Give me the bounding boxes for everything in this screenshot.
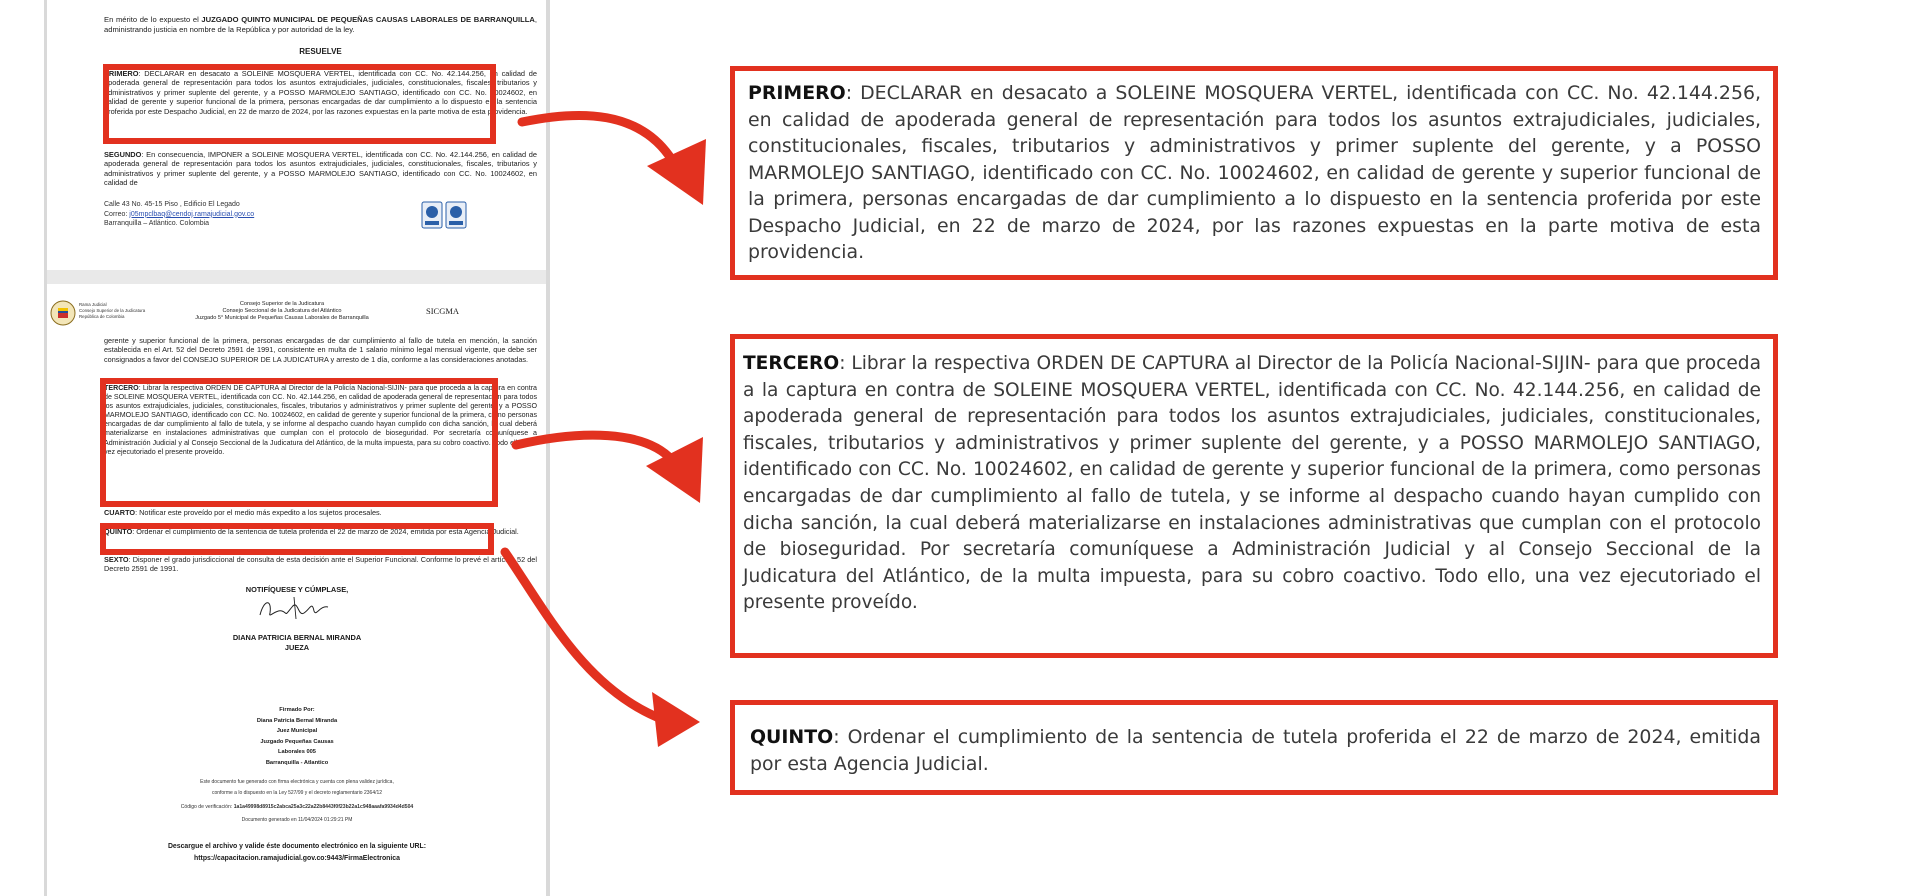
quinto-paragraph: QUINTO: Ordenar el cumplimiento de la sentencia de tutela proferida el 22 de marzo de 2024, emitida por esta Agencia Judicial. [104, 527, 519, 536]
quinto-highlight-box [100, 523, 494, 555]
resuelve-heading: RESUELVE [299, 47, 342, 56]
document-page-2 [47, 284, 546, 896]
verification-code: 1a1a49998d8915c2abca25a3c22a22b8443f0f23b22a1c948aaafa9934d4d504 [233, 804, 414, 810]
generated-date: Documento generado en 11/04/2024 01:29:21 PM [241, 817, 353, 823]
right-margin-bar [546, 0, 550, 896]
page-separator [47, 270, 546, 284]
sicgma-label: SICGMA [426, 306, 460, 316]
page1-footer [104, 200, 404, 229]
notifiquese-heading: NOTIFÍQUESE Y CÚMPLASE, [245, 585, 349, 594]
sexto-paragraph: SEXTO: Disponer el grado jurisdiccional de consulta de esta decisión ante el Superior Funcional. Conforme lo prevé el artículo 52 del Decreto 2591 de 1991. [104, 555, 537, 574]
tercero-paragraph: TERCERO: Librar la respectiva ORDEN DE CAPTURA al Director de la Policía Nacional-SIJIN- para que proceda a la captura en contra de SOLEINE MOSQUERA VERTEL, identificada con CC. No. 42.144.256, en calidad de apoderada general de representación para todos los asuntos extrajudiciales, judiciales, constitucionales, fiscales, tributarios y administrativos y primer suplente del gerente, y a POSSO MARMOLEJO SANTIAGO, identificado con CC. No. 10024602, en calidad de gerente y superior funcional de la primera, como personas encargadas de dar cumplimiento al fallo de tutela, y se informe al despacho cuando hayan cumplido con dicha sanción, la cual deberá materializarse en instalaciones administrativas que cumplan con el protocolo de bioseguridad. Por secretaría comuníquese a Administración Judicial y al Consejo Seccional de la Judicatura del Atlántico, de la multa impuesta, para su cobro coactivo. Todo ello, una vez ejecutoriado el presente proveído. [104, 384, 537, 456]
sanction-paragraph: gerente y superior funcional de la primera, personas encargadas de dar cumplimiento al fallo de tutela en mención, la sanción establecida en el Art. 52 del Decreto 2591 de 1991, consistente en multa de 1 salario mínimo legal mensual vigente, que debe ser consignados a favor del CONSEJO SUPERIOR DE LA JUDICATURA y arresto de 1 día, conforme a las consideraciones anotadas. [104, 336, 537, 364]
court-name: JUZGADO QUINTO MUNICIPAL DE PEQUEÑAS CAUSAS LABORALES DE BARRANQUILLA [201, 15, 535, 24]
primero-paragraph: PRIMERO: DECLARAR en desacato a SOLEINE MOSQUERA VERTEL, identificada con CC. No. 42.144.256, en calidad de apoderada general de representación para todos los asuntos extrajudiciales, judiciales, constitucionales, fiscales, tributarios y administrativos y primer suplente del gerente, y a POSSO MARMOLEJO SANTIAGO, identificado con CC. No. 10024602, en calidad de gerente y superior funcional de la primera, personas encargadas de dar cumplimiento a lo dispuesto en la sentencia proferida por este Despacho Judicial, en 22 de marzo de 2024, por las razones expuestas en la parte motiva de esta providencia. [104, 69, 537, 116]
page2-header-center: Consejo Superior de la Judicatura Consejo Seccional de la Judicatura del Atlántico Juzgado 5° Municipal de Pequeñas Causas Laborales de Barranquilla [195, 301, 369, 322]
cuarto-paragraph: CUARTO: Notificar este proveído por el medio más expedito a los sujetos procesales. [104, 508, 382, 517]
download-instruction: Descargue el archivo y valide éste documento electrónico en la siguiente URL: [167, 843, 427, 850]
certification-logos [421, 200, 469, 230]
logo-caption: Rama Judicial Consejo Superior de la Judicatura República de Colombia [79, 302, 146, 319]
download-url[interactable]: https://capacitacion.ramajudicial.gov.co:9443/FirmaElectronica [194, 855, 400, 862]
judicial-logo [50, 300, 76, 326]
footer-city: Barranquilla – Atlántico. Colombia [104, 220, 210, 227]
judge-name: DIANA PATRICIA BERNAL MIRANDA [232, 633, 362, 642]
intro-paragraph: En mérito de lo expuesto el JUZGADO QUINTO MUNICIPAL DE PEQUEÑAS CAUSAS LABORALES DE BARRANQUILLA, administrando justicia en nombre de la República y por autoridad de la ley. [104, 15, 537, 34]
verification-code-line: Código de verificación: 1a1a49998d8915c2abca25a3c22a22b8443f0f23b22a1c948aaafa9934d4d504 [180, 804, 414, 810]
segundo-paragraph: SEGUNDO: En consecuencia, IMPONER a SOLEINE MOSQUERA VERTEL, identificada con CC. No. 42.144.256, en calidad de apoderada general de representación para todos los asuntos extrajudiciales, judiciales, constitucionales, fiscales, tributarios y administrativos y primer suplente del gerente, y a POSSO MARMOLEJO SANTIAGO, identificado con CC. No. 10024602, en calidad de [104, 150, 537, 188]
zoom-tercero: TERCERO: Librar la respectiva ORDEN DE CAPTURA al Director de la Policía Nacional-SIJIN- para que proceda a la captura en contra de SOLEINE MOSQUERA VERTEL, identificada con CC. No. 42.144.256, en calidad de apoderada general de representación para todos los asuntos extrajudiciales, judiciales, constitucionales, fiscales, tributarios y administrativos y primer suplente del gerente, y a POSSO MARMOLEJO SANTIAGO, identificado con CC. No. 10024602, en calidad de gerente y superior funcional de la primera, como personas encargadas de dar cumplimiento al fallo de tutela, y se informe al despacho cuando hayan cumplido con dicha sanción, la cual deberá materializarse en instalaciones administrativas que cumplan con el protocolo de bioseguridad. Por secretaría comuníquese a Administración Judicial y al Consejo Seccional de la Judicatura del Atlántico, de la multa impuesta, para su cobro coactivo. Todo ello, una vez ejecutoriado el presente proveído. [730, 334, 1778, 658]
footer-email-line: Correo: j05mpclbaq@cendoj.ramajudicial.gov.co [104, 210, 255, 218]
validity-note: Este documento fue generado con firma electrónica y cuenta con plena validez jurídica, conforme a lo dispuesto en la Ley 527/99 y el decreto reglamentario 2364/12 [200, 779, 394, 796]
electronic-signature-block: Firmado Por: Diana Patricia Bernal Miranda Juez Municipal Juzgado Pequeñas Causas Laborales 005 Barranquilla - Atlantico [256, 707, 338, 766]
primero-highlight-box [103, 64, 496, 144]
zoom-quinto: QUINTO: Ordenar el cumplimiento de la sentencia de tutela proferida el 22 de marzo de 2024, emitida por esta Agencia Judicial. [730, 700, 1778, 795]
footer-address: Calle 43 No. 45-15 Piso , Edificio El Legado [104, 201, 240, 208]
judge-title: JUEZA [284, 643, 310, 652]
email-link[interactable]: j05mpclbaq@cendoj.ramajudicial.gov.co [129, 210, 255, 218]
tercero-highlight-box [100, 378, 498, 507]
zoom-primero: PRIMERO: DECLARAR en desacato a SOLEINE MOSQUERA VERTEL, identificada con CC. No. 42.144.256, en calidad de apoderada general de representación para todos los asuntos extrajudiciales, judiciales, constitucionales, fiscales, tributarios y administrativos y primer suplente del gerente, y a POSSO MARMOLEJO SANTIAGO, identificado con CC. No. 10024602, en calidad de gerente y superior funcional de la primera, personas encargadas de dar cumplimiento a lo dispuesto en la sentencia proferida por este Despacho Judicial, en 22 de marzo de 2024, por las razones expuestas en la parte motiva de esta providencia. [730, 66, 1778, 280]
judge-signature [254, 595, 334, 623]
